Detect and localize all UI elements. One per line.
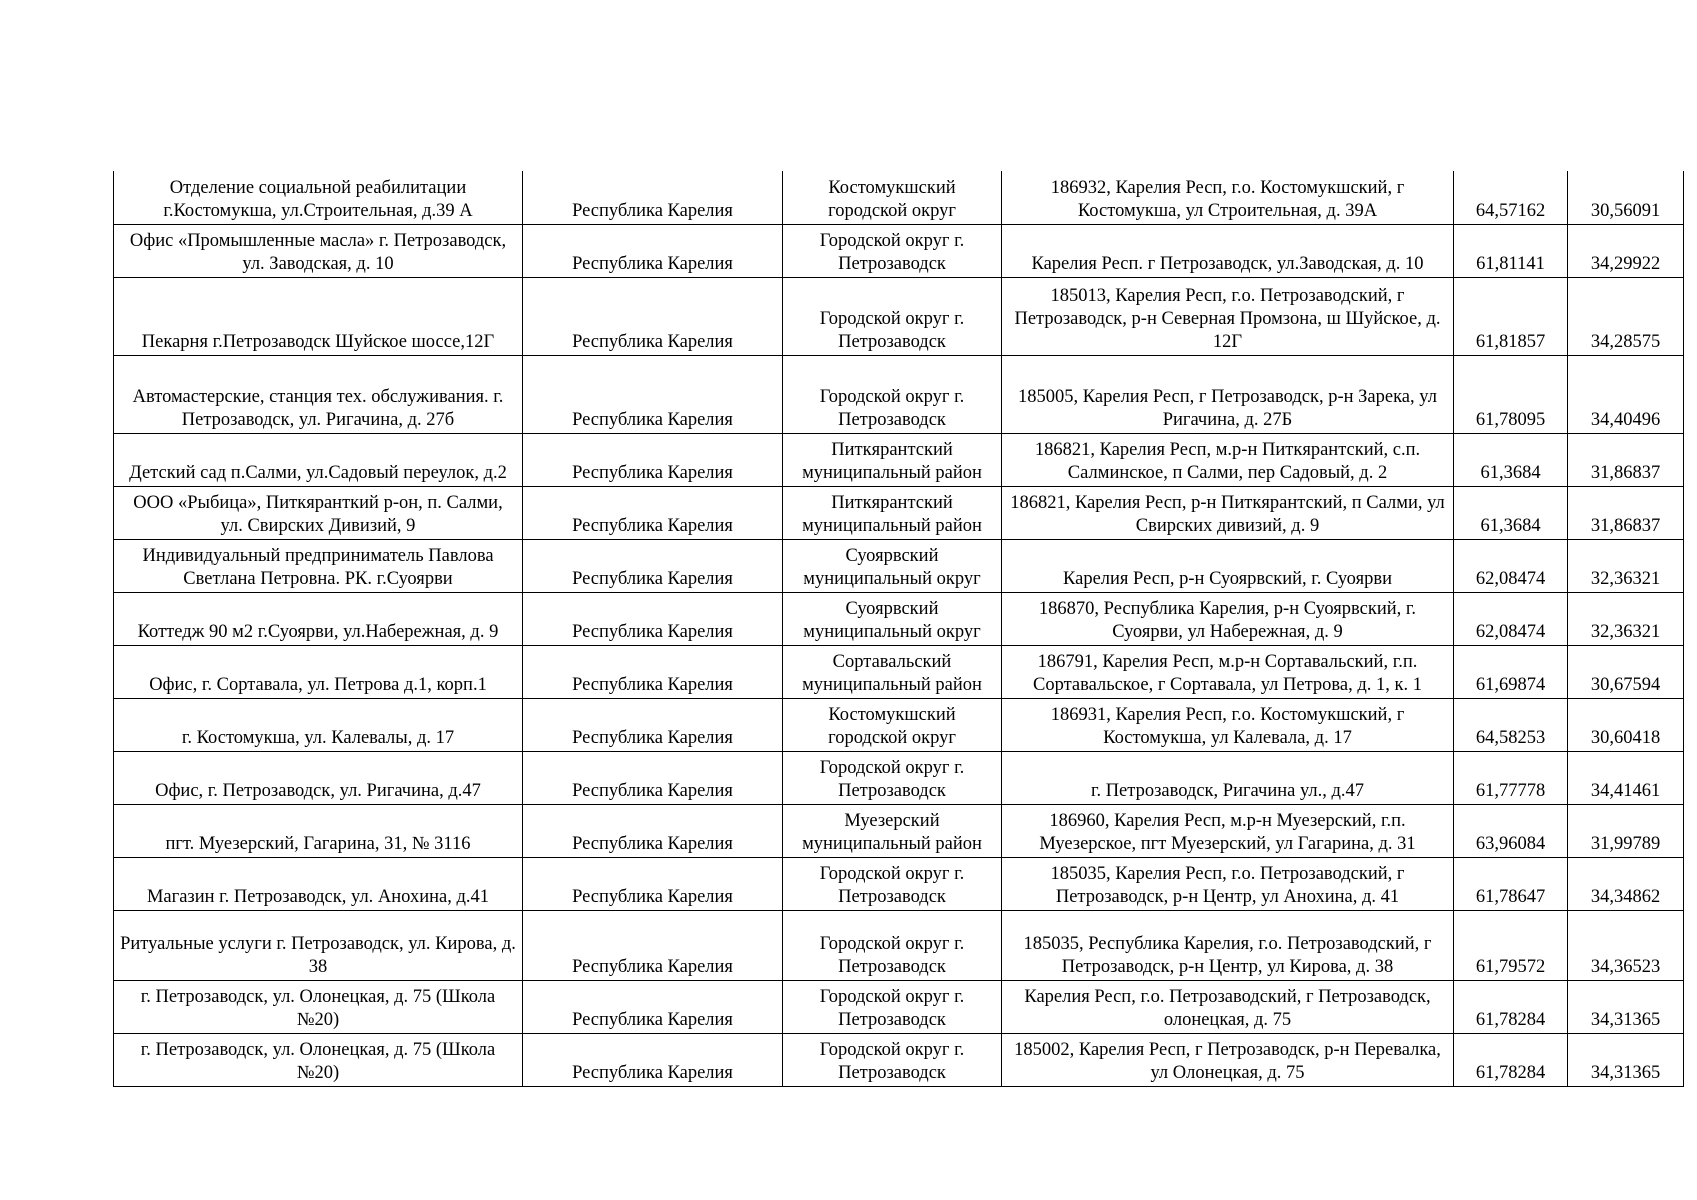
- district-cell: Костомукшский городской округ: [783, 698, 1002, 751]
- object-name-cell: Пекарня г.Петрозаводск Шуйское шоссе,12Г: [114, 277, 523, 355]
- address-cell: 186821, Карелия Респ, р-н Питкярантский, п Салми, ул Свирских дивизий, д. 9: [1002, 486, 1454, 539]
- table-row: [114, 171, 1684, 224]
- address-cell: 185035, Республика Карелия, г.о. Петрозаводский, г Петрозаводск, р-н Центр, ул Кирова, д. 38: [1002, 910, 1454, 980]
- table-row: [114, 698, 1684, 751]
- address-cell: 186960, Карелия Респ, м.р-н Муезерский, г.п. Муезерское, пгт Муезерский, ул Гагарина, д. 31: [1002, 804, 1454, 857]
- region-cell: Республика Карелия: [523, 224, 783, 277]
- table-row: [114, 224, 1684, 277]
- object-name-cell: Детский сад п.Салми, ул.Садовый переулок, д.2: [114, 433, 523, 486]
- district-cell: Сортавальский муниципальный район: [783, 645, 1002, 698]
- object-name-cell: г. Костомукша, ул. Калевалы, д. 17: [114, 698, 523, 751]
- object-name-cell: Отделение социальной реабилитации г.Костомукша, ул.Строительная, д.39 А: [114, 171, 523, 224]
- table-row: [114, 433, 1684, 486]
- latitude-cell: 63,96084: [1454, 804, 1568, 857]
- table-row: [114, 486, 1684, 539]
- longitude-cell: 32,36321: [1568, 539, 1684, 592]
- address-cell: Карелия Респ. г Петрозаводск, ул.Заводская, д. 10: [1002, 224, 1454, 277]
- address-cell: Карелия Респ, г.о. Петрозаводский, г Петрозаводск, олонецкая, д. 75: [1002, 980, 1454, 1033]
- latitude-cell: 61,3684: [1454, 433, 1568, 486]
- region-cell: Республика Карелия: [523, 1033, 783, 1086]
- district-cell: Питкярантский муниципальный район: [783, 433, 1002, 486]
- district-cell: Городской округ г. Петрозаводск: [783, 224, 1002, 277]
- objects-table: [113, 171, 1684, 1087]
- address-cell: Карелия Респ, р-н Суоярвский, г. Суоярви: [1002, 539, 1454, 592]
- district-cell: Питкярантский муниципальный район: [783, 486, 1002, 539]
- longitude-cell: 34,36523: [1568, 910, 1684, 980]
- district-cell: Городской округ г. Петрозаводск: [783, 857, 1002, 910]
- district-cell: Суоярвский муниципальный округ: [783, 592, 1002, 645]
- district-cell: Суоярвский муниципальный округ: [783, 539, 1002, 592]
- object-name-cell: Автомастерские, станция тех. обслуживания. г. Петрозаводск, ул. Ригачина, д. 27б: [114, 355, 523, 433]
- table-row: [114, 980, 1684, 1033]
- district-cell: Городской округ г. Петрозаводск: [783, 355, 1002, 433]
- region-cell: Республика Карелия: [523, 698, 783, 751]
- latitude-cell: 61,69874: [1454, 645, 1568, 698]
- latitude-cell: 61,78284: [1454, 980, 1568, 1033]
- longitude-cell: 34,41461: [1568, 751, 1684, 804]
- table-row: [114, 277, 1684, 355]
- latitude-cell: 61,3684: [1454, 486, 1568, 539]
- district-cell: Городской округ г. Петрозаводск: [783, 1033, 1002, 1086]
- region-cell: Республика Карелия: [523, 645, 783, 698]
- table-row: [114, 857, 1684, 910]
- address-cell: 186870, Республика Карелия, р-н Суоярвский, г. Суоярви, ул Набережная, д. 9: [1002, 592, 1454, 645]
- table-row: [114, 539, 1684, 592]
- table-row: [114, 355, 1684, 433]
- object-name-cell: Офис «Промышленные масла» г. Петрозаводск, ул. Заводская, д. 10: [114, 224, 523, 277]
- address-cell: 186931, Карелия Респ, г.о. Костомукшский, г Костомукша, ул Калевала, д. 17: [1002, 698, 1454, 751]
- district-cell: Муезерский муниципальный район: [783, 804, 1002, 857]
- longitude-cell: 34,31365: [1568, 980, 1684, 1033]
- table-body: [114, 171, 1684, 1086]
- district-cell: Костомукшский городской округ: [783, 171, 1002, 224]
- longitude-cell: 31,86837: [1568, 433, 1684, 486]
- address-cell: 186821, Карелия Респ, м.р-н Питкярантский, с.п. Салминское, п Салми, пер Садовый, д. 2: [1002, 433, 1454, 486]
- longitude-cell: 30,56091: [1568, 171, 1684, 224]
- address-cell: 185005, Карелия Респ, г Петрозаводск, р-н Зарека, ул Ригачина, д. 27Б: [1002, 355, 1454, 433]
- object-name-cell: г. Петрозаводск, ул. Олонецкая, д. 75 (Школа №20): [114, 980, 523, 1033]
- longitude-cell: 31,86837: [1568, 486, 1684, 539]
- latitude-cell: 62,08474: [1454, 592, 1568, 645]
- region-cell: Республика Карелия: [523, 980, 783, 1033]
- longitude-cell: 34,34862: [1568, 857, 1684, 910]
- table-row: [114, 910, 1684, 980]
- region-cell: Республика Карелия: [523, 171, 783, 224]
- object-name-cell: Офис, г. Сортавала, ул. Петрова д.1, корп.1: [114, 645, 523, 698]
- region-cell: Республика Карелия: [523, 539, 783, 592]
- table-row: [114, 804, 1684, 857]
- latitude-cell: 61,78095: [1454, 355, 1568, 433]
- object-name-cell: Офис, г. Петрозаводск, ул. Ригачина, д.47: [114, 751, 523, 804]
- object-name-cell: Магазин г. Петрозаводск, ул. Анохина, д.41: [114, 857, 523, 910]
- table-row: [114, 751, 1684, 804]
- table-row: [114, 645, 1684, 698]
- longitude-cell: 30,60418: [1568, 698, 1684, 751]
- region-cell: Республика Карелия: [523, 857, 783, 910]
- district-cell: Городской округ г. Петрозаводск: [783, 277, 1002, 355]
- longitude-cell: 31,99789: [1568, 804, 1684, 857]
- address-cell: 185002, Карелия Респ, г Петрозаводск, р-н Перевалка, ул Олонецкая, д. 75: [1002, 1033, 1454, 1086]
- region-cell: Республика Карелия: [523, 355, 783, 433]
- region-cell: Республика Карелия: [523, 433, 783, 486]
- region-cell: Республика Карелия: [523, 486, 783, 539]
- latitude-cell: 61,79572: [1454, 910, 1568, 980]
- latitude-cell: 61,78647: [1454, 857, 1568, 910]
- longitude-cell: 34,40496: [1568, 355, 1684, 433]
- latitude-cell: 61,78284: [1454, 1033, 1568, 1086]
- latitude-cell: 61,81857: [1454, 277, 1568, 355]
- longitude-cell: 30,67594: [1568, 645, 1684, 698]
- object-name-cell: Ритуальные услуги г. Петрозаводск, ул. Кирова, д. 38: [114, 910, 523, 980]
- region-cell: Республика Карелия: [523, 592, 783, 645]
- address-cell: 186932, Карелия Респ, г.о. Костомукшский, г Костомукша, ул Строительная, д. 39А: [1002, 171, 1454, 224]
- table-row: [114, 592, 1684, 645]
- region-cell: Республика Карелия: [523, 804, 783, 857]
- address-cell: 185013, Карелия Респ, г.о. Петрозаводский, г Петрозаводск, р-н Северная Промзона, ш Шуйское, д. 12Г: [1002, 277, 1454, 355]
- longitude-cell: 34,29922: [1568, 224, 1684, 277]
- latitude-cell: 62,08474: [1454, 539, 1568, 592]
- object-name-cell: пгт. Муезерский, Гагарина, 31, № 3116: [114, 804, 523, 857]
- district-cell: Городской округ г. Петрозаводск: [783, 751, 1002, 804]
- latitude-cell: 61,81141: [1454, 224, 1568, 277]
- latitude-cell: 64,57162: [1454, 171, 1568, 224]
- region-cell: Республика Карелия: [523, 751, 783, 804]
- address-cell: г. Петрозаводск, Ригачина ул., д.47: [1002, 751, 1454, 804]
- object-name-cell: г. Петрозаводск, ул. Олонецкая, д. 75 (Школа №20): [114, 1033, 523, 1086]
- address-cell: 186791, Карелия Респ, м.р-н Сортавальский, г.п. Сортавальское, г Сортавала, ул Петрова, д. 1, к. 1: [1002, 645, 1454, 698]
- object-name-cell: Коттедж 90 м2 г.Суоярви, ул.Набережная, д. 9: [114, 592, 523, 645]
- region-cell: Республика Карелия: [523, 277, 783, 355]
- latitude-cell: 64,58253: [1454, 698, 1568, 751]
- latitude-cell: 61,77778: [1454, 751, 1568, 804]
- object-name-cell: Индивидуальный предприниматель Павлова Светлана Петровна. РК. г.Суоярви: [114, 539, 523, 592]
- table-row: [114, 1033, 1684, 1086]
- longitude-cell: 32,36321: [1568, 592, 1684, 645]
- district-cell: Городской округ г. Петрозаводск: [783, 910, 1002, 980]
- district-cell: Городской округ г. Петрозаводск: [783, 980, 1002, 1033]
- address-cell: 185035, Карелия Респ, г.о. Петрозаводский, г Петрозаводск, р-н Центр, ул Анохина, д. 41: [1002, 857, 1454, 910]
- region-cell: Республика Карелия: [523, 910, 783, 980]
- longitude-cell: 34,28575: [1568, 277, 1684, 355]
- object-name-cell: ООО «Рыбица», Питкяранткий р-он, п. Салми, ул. Свирских Дивизий, 9: [114, 486, 523, 539]
- longitude-cell: 34,31365: [1568, 1033, 1684, 1086]
